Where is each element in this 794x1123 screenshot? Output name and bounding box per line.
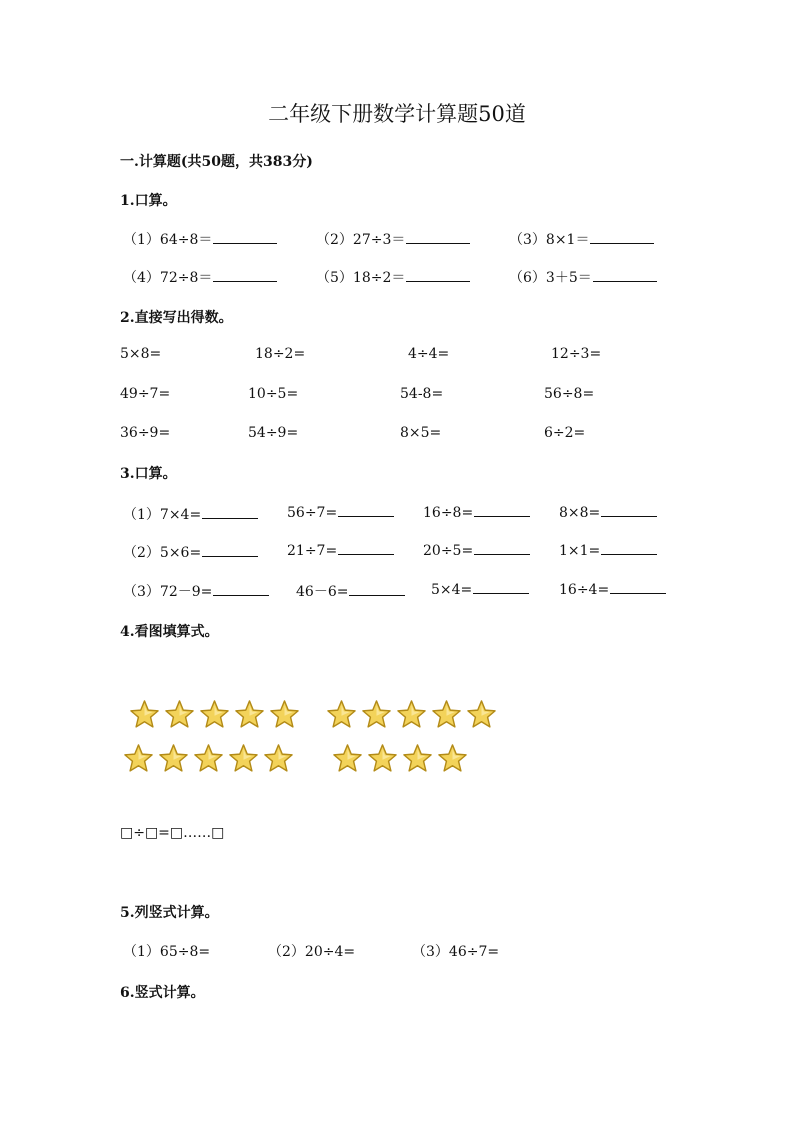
- answer-blank[interactable]: [474, 504, 530, 517]
- star-group: [122, 743, 297, 776]
- q3-item: 56÷7=: [287, 504, 394, 521]
- star-group: [331, 743, 471, 776]
- q2-item: 54-8=: [400, 386, 444, 402]
- answer-blank[interactable]: [406, 269, 470, 282]
- answer-blank[interactable]: [338, 542, 394, 555]
- star-icon: [262, 743, 297, 776]
- q3-item: 5×4=: [431, 581, 529, 598]
- answer-blank[interactable]: [213, 231, 277, 244]
- answer-blank[interactable]: [213, 583, 269, 596]
- question-2-heading: 2.直接写出得数。: [120, 310, 233, 326]
- star-icon: [366, 743, 401, 776]
- star-icon: [192, 743, 227, 776]
- answer-blank[interactable]: [474, 542, 530, 555]
- q3-item: 16÷4=: [559, 581, 666, 598]
- star-icon: [227, 743, 262, 776]
- q2-item: 56÷8=: [544, 386, 595, 402]
- q2-item: 36÷9=: [120, 425, 171, 441]
- q3-item: 46－6=: [296, 581, 405, 601]
- q1-item: （4）72÷8＝: [123, 267, 277, 287]
- star-icon: [465, 699, 500, 732]
- question-4-heading: 4.看图填算式。: [120, 624, 219, 640]
- answer-blank[interactable]: [601, 504, 657, 517]
- page-title: 二年级下册数学计算题50道: [268, 102, 526, 126]
- star-icon: [268, 699, 303, 732]
- q3-item: （2）5×6=: [123, 542, 258, 562]
- star-group: [128, 699, 303, 732]
- q2-item: 18÷2=: [255, 346, 306, 362]
- q3-item: 20÷5=: [423, 542, 530, 559]
- question-6-heading: 6.竖式计算。: [120, 985, 205, 1001]
- q5-item: （1）65÷8=: [123, 944, 211, 960]
- star-icon: [233, 699, 268, 732]
- q3-item: 8×8=: [559, 504, 657, 521]
- answer-blank[interactable]: [213, 269, 277, 282]
- star-group: [325, 699, 500, 732]
- q2-item: 12÷3=: [551, 346, 602, 362]
- q3-item: 21÷7=: [287, 542, 394, 559]
- answer-blank[interactable]: [473, 581, 529, 594]
- q1-item: （2）27÷3＝: [316, 229, 470, 249]
- answer-blank[interactable]: [349, 583, 405, 596]
- star-icon: [163, 699, 198, 732]
- star-icon: [395, 699, 430, 732]
- q1-item: （6）3＋5＝: [509, 267, 657, 287]
- answer-blank[interactable]: [593, 269, 657, 282]
- q5-item: （3）46÷7=: [412, 944, 500, 960]
- q1-item: （3）8×1＝: [509, 229, 654, 249]
- answer-blank[interactable]: [601, 542, 657, 555]
- answer-blank[interactable]: [338, 504, 394, 517]
- q2-item: 10÷5=: [248, 386, 299, 402]
- q2-item: 6÷2=: [544, 425, 586, 441]
- star-icon: [122, 743, 157, 776]
- answer-blank[interactable]: [202, 544, 258, 557]
- star-icon: [128, 699, 163, 732]
- question-5-heading: 5.列竖式计算。: [120, 905, 219, 921]
- answer-blank[interactable]: [610, 581, 666, 594]
- star-icon: [325, 699, 360, 732]
- answer-blank[interactable]: [406, 231, 470, 244]
- star-icon: [436, 743, 471, 776]
- section-heading: 一.计算题(共50题，共383分): [120, 154, 313, 170]
- q3-item: 16÷8=: [423, 504, 530, 521]
- q2-item: 5×8=: [120, 346, 162, 362]
- q1-item: （1）64÷8＝: [123, 229, 277, 249]
- star-icon: [157, 743, 192, 776]
- star-icon: [430, 699, 465, 732]
- q2-item: 49÷7=: [120, 386, 171, 402]
- star-icon: [360, 699, 395, 732]
- answer-blank[interactable]: [590, 231, 654, 244]
- q5-item: （2）20÷4=: [268, 944, 356, 960]
- question-1-heading: 1.口算。: [120, 193, 177, 209]
- star-icon: [401, 743, 436, 776]
- q1-item: （5）18÷2＝: [316, 267, 470, 287]
- q3-item: 1×1=: [559, 542, 657, 559]
- star-icon: [198, 699, 233, 732]
- q2-item: 54÷9=: [248, 425, 299, 441]
- q2-item: 8×5=: [400, 425, 442, 441]
- q2-item: 4÷4=: [408, 346, 450, 362]
- division-formula[interactable]: □÷□=□……□: [120, 825, 225, 841]
- question-3-heading: 3.口算。: [120, 466, 177, 482]
- answer-blank[interactable]: [202, 506, 258, 519]
- q3-item: （3）72－9=: [123, 581, 269, 601]
- q3-item: （1）7×4=: [123, 504, 258, 524]
- star-icon: [331, 743, 366, 776]
